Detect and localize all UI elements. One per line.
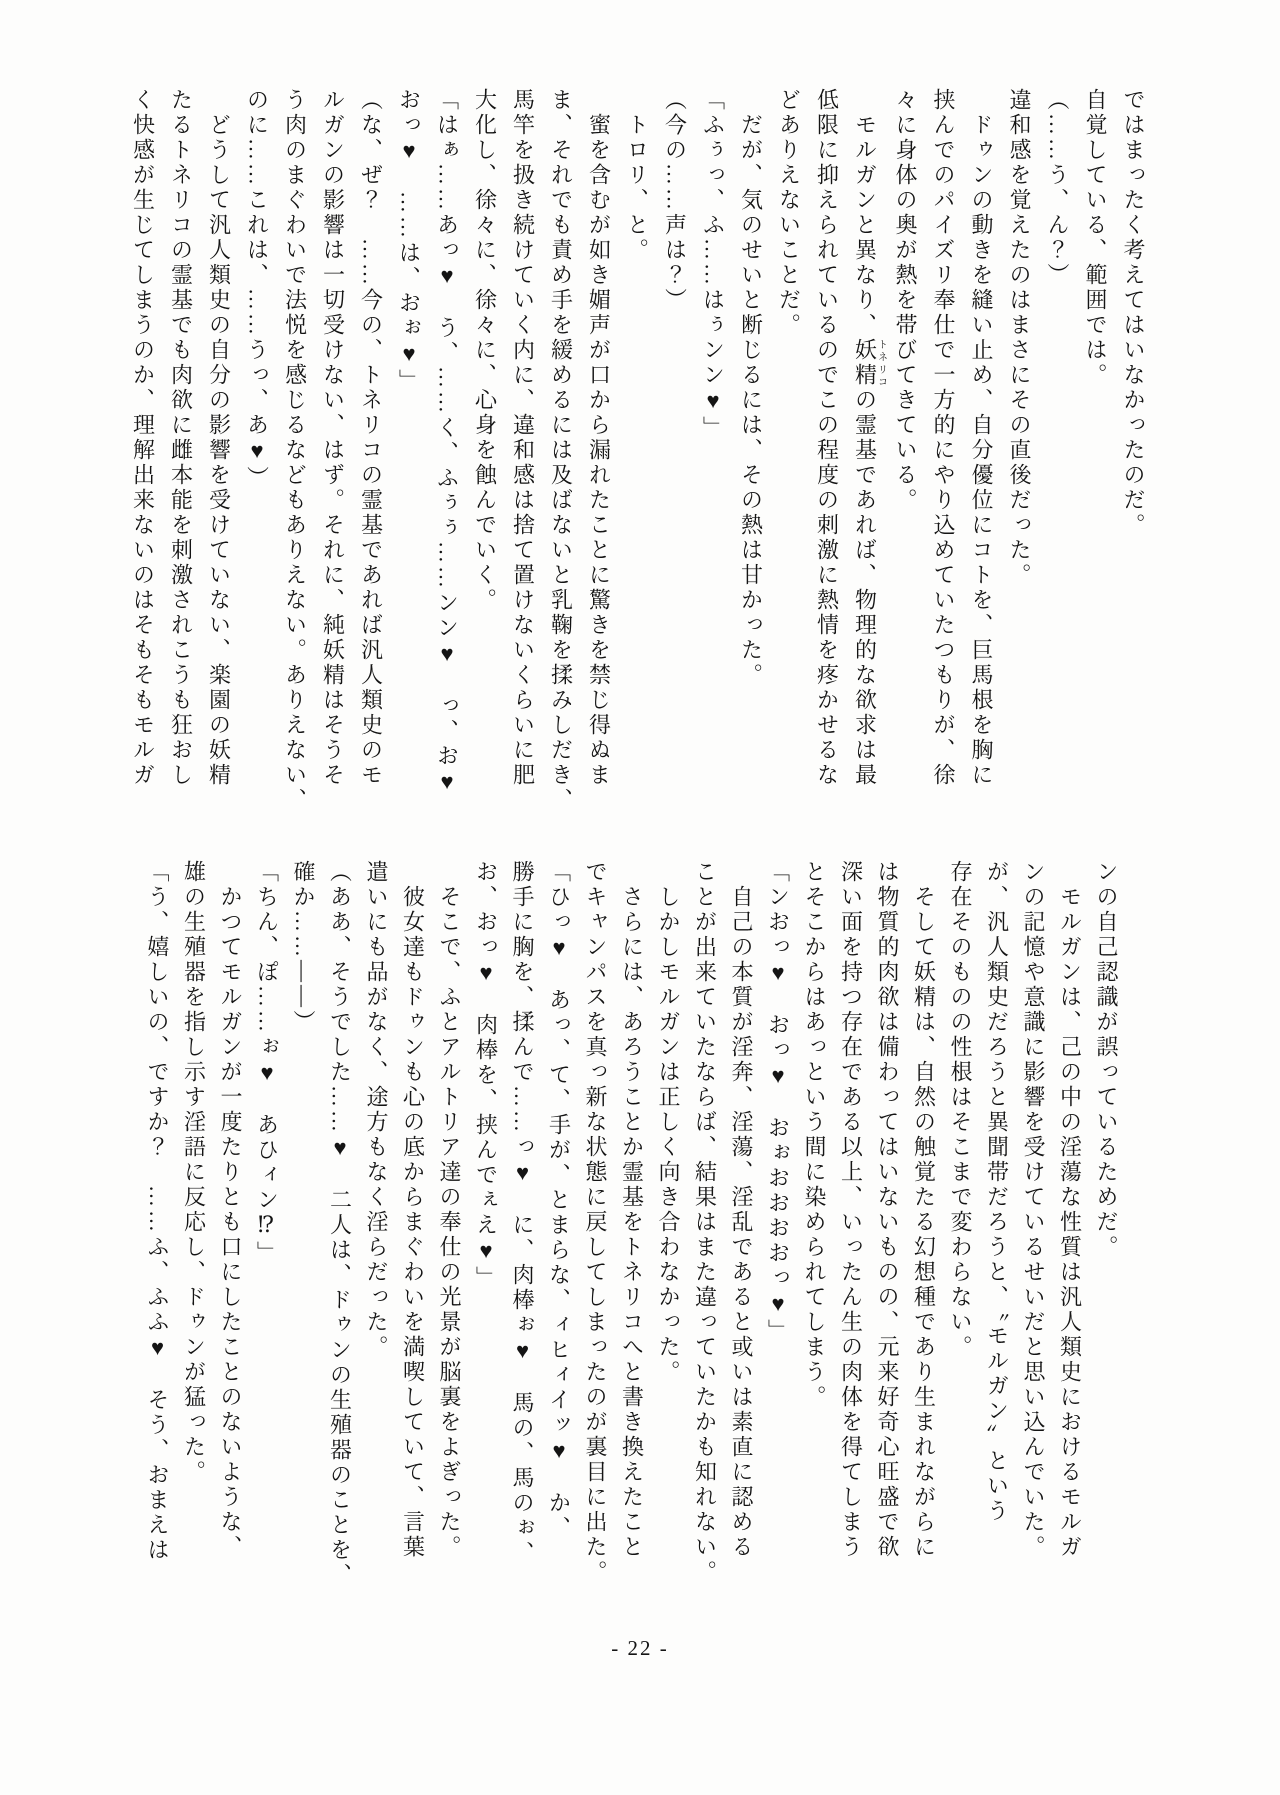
text-line: どうして汎人類史の自分の影響を受けていない、楽園の妖精 (206, 88, 232, 788)
text-line: ではまったく考えてはいなかったのだ。 (1121, 88, 1146, 538)
text-line: トロリ、と。 (624, 88, 650, 263)
text-line: 低限に抑えられているのでこの程度の刺激に熱情を疼かせるな (814, 88, 840, 788)
text-line: 彼女達もドゥンも心の底からまぐわいを満喫していて、言葉 (400, 860, 426, 1560)
text-line: 「ふぅっ、ふ……はぅンン♥」 (700, 88, 726, 441)
text-line: 確か……――） (291, 860, 316, 1035)
text-block-bottom (139, 860, 1125, 1605)
text-line: 大化し、徐々に、徐々に、心身を蝕んでいく。 (472, 88, 498, 613)
text-line: さらには、あろうことか霊基をトネリコへと書き換えたこと (619, 860, 645, 1560)
text-line: ま、それでも責め手を緩めるには及ばないと乳鞠を揉みしだき、 (548, 88, 574, 813)
text-line: 存在そのものの性根はそこまで変わらない。 (948, 860, 973, 1360)
text-line: かつてモルガンが一度たりとも口にしたことのないような、 (218, 860, 243, 1560)
text-line: 自覚している、範囲では。 (1083, 88, 1108, 388)
text-line: 「ひっ♥ あっ、て、手が、とまらな、ィヒィイッ♥ か、 (546, 860, 572, 1541)
text-line: 「はぁ……あっ♥ う、……く、ふぅぅ……ンン♥ っ、お♥ (434, 88, 460, 797)
text-line: （な、ぜ？ ……今の、トネリコの霊基であれば汎人類史のモ (358, 88, 384, 788)
text-line: ンの自己認識が誤っているためだ。 (1094, 860, 1119, 1260)
text-line: たるトネリコの霊基でも肉欲に雌本能を刺激されこうも狂おし (168, 88, 194, 788)
text-line: とそこからはあっという間に染められてしまう。 (802, 860, 827, 1410)
text-line: 蜜を含むが如き媚声が口から漏れたことに驚きを禁じ得ぬま (586, 88, 612, 788)
text-line: 「ちん、ぽ……ぉ♥ あひィン⁉」 (254, 860, 280, 1266)
text-line: ことが出来ていたならば、結果はまた違っていたかも知れない。 (692, 860, 718, 1585)
text-line: う肉のまぐわいで法悦を感じるなどもありえない。ありえない、 (282, 88, 308, 813)
text-line: （……う、ん？） (1045, 88, 1070, 288)
text-line: 馬竿を扱き続けていく内に、違和感は捨て置けないくらいに肥 (510, 88, 536, 788)
text-line: しかしモルガンは正しく向き合わなかった。 (656, 860, 681, 1385)
text-line: 「う、嬉しいの、ですか？ ……ふ、ふふ♥ そう、おまえは (145, 860, 170, 1563)
text-line: モルガンは、己の中の淫蕩な性質は汎人類史におけるモルガ (1057, 860, 1083, 1560)
page-number: - 22 - (611, 1636, 669, 1660)
text-line: そこで、ふとアルトリア達の奉仕の光景が脳裏をよぎった。 (437, 860, 462, 1560)
text-block-top (124, 88, 1153, 850)
text-line: 勝手に胸を、揉んで……っ♥ に、肉棒ぉ♥ 馬の、馬のぉ、 (510, 860, 535, 1566)
text-line: 「ンおっ♥ おっ♥ おぉおおおおっ♥」 (765, 860, 791, 1344)
text-line: そして妖精は、自然の触覚たる幻想種であり生まれながらに (911, 860, 937, 1560)
text-line: 々に身体の奥が熱を帯びてきている。 (893, 88, 918, 513)
text-line: のに……これは、……うっ、あ♥） (244, 88, 270, 491)
text-line: く快感が生じてしまうのか、理解出来ないのはそもそもモルガ (130, 88, 156, 788)
text-line: おっ♥ ……は、おぉ♥」 (396, 88, 422, 394)
text-line: 雄の生殖器を指し示す淫語に反応し、ドゥンが猛った。 (181, 860, 207, 1485)
text-line: ンの記憶や意識に影響を受けているせいだと思い込んでいた。 (1021, 860, 1046, 1560)
text-line: でキャンパスを真っ新な状態に戻してしまったのが裏目に出た。 (583, 860, 608, 1585)
text-line: ドゥンの動きを縫い止め、自分優位にコトを、巨馬根を胸に (969, 88, 994, 788)
text-line: （ああ、そうでした……♥ 二人は、ドゥンの生殖器のことを、 (327, 860, 353, 1588)
text-line: お、おっ♥ 肉棒を、挟んでぇえ♥」 (473, 860, 499, 1291)
text-line: 違和感を覚えたのはまさにその直後だった。 (1007, 88, 1032, 588)
text-line: どありえないことだ。 (776, 88, 802, 338)
text-line: は物質的肉欲は備わってはいないものの、元来好奇心旺盛で欲 (875, 860, 900, 1560)
text-line: モルガンと異なり、妖精トネリコの霊基であれば、物理的な欲求は最 (852, 88, 887, 788)
text-line: 深い面を持つ存在である以上、いったん生の肉体を得てしまう (838, 860, 864, 1560)
ruby-annotated-word: 妖精トネリコ (852, 338, 887, 388)
text-line: 自己の本質が淫奔、淫蕩、淫乱であると或いは素直に認める (729, 860, 754, 1560)
text-line: 挟んでのパイズリ奉仕で一方的にやり込めていたつもりが、徐 (931, 88, 956, 788)
text-line: が、汎人類史だろうと異聞帯だろうと、〝モルガン〟という (984, 860, 1010, 1524)
text-line: （今の……声は？） (662, 88, 688, 313)
text-line: だが、気のせいと断じるには、その熱は甘かった。 (738, 88, 764, 688)
text-line: 遣いにも品がなく、途方もなく淫らだった。 (364, 860, 389, 1360)
text-line: ルガンの影響は一切受けない、はず。それに、純妖精はそうそ (320, 88, 346, 788)
